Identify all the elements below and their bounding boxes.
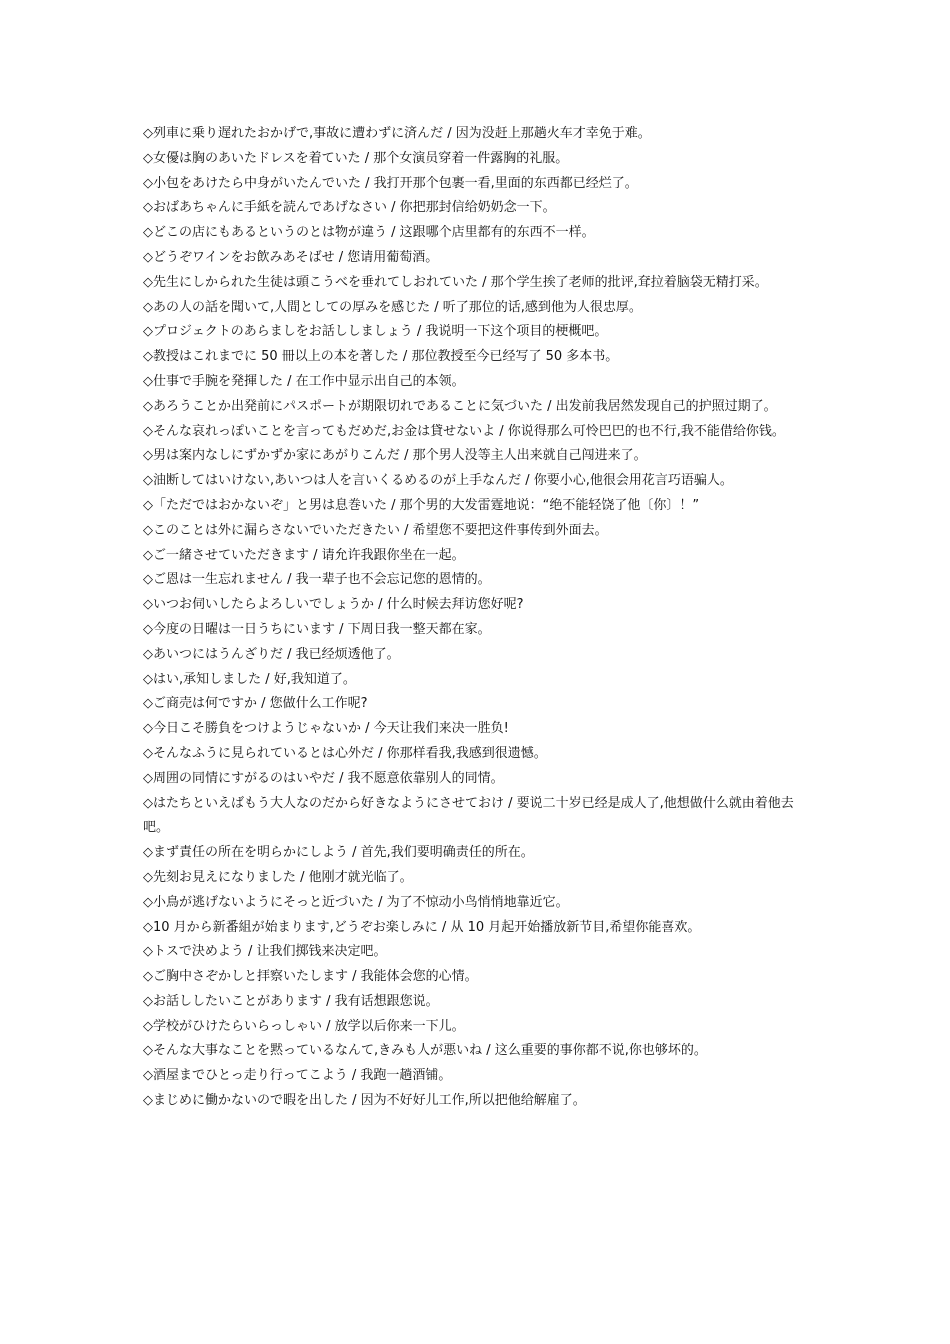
list-item: ◇お話ししたいことがあります / 我有话想跟您说。 [143,993,439,1009]
list-item: ◇学校がひけたらいらっしゃい / 放学以后你来一下儿。 [143,1018,465,1034]
list-item: ◇女優は胸のあいたドレスを着ていた / 那个女演员穿着一件露胸的礼服。 [143,150,569,166]
list-item: ◇はたちといえばもう大人なのだから好きなようにさせておけ / 要说二十岁已经是成人了,他想做什么就由着他去吧。 [143,795,794,836]
list-item: ◇トスで決めよう / 让我们掷钱来决定吧。 [143,944,387,960]
list-item: ◇そんな大事なことを黙っているなんて,きみも人が悪いね / 这么重要的事你都不说,你也够坏的。 [143,1043,707,1059]
list-item: ◇はい,承知しました / 好,我知道了。 [143,671,356,687]
list-item: ◇あろうことか出発前にパスポートが期限切れであることに気づいた / 出发前我居然发现自己的护照过期了。 [143,398,777,414]
list-item: ◇「ただではおかないぞ」と男は息巻いた / 那个男的大发雷霆地说：“绝不能轻饶了他〔你〕！” [143,497,700,513]
list-item: ◇そんなふうに見られているとは心外だ / 你那样看我,我感到很遗憾。 [143,745,547,761]
list-item: ◇先生にしかられた生徒は頭こうべを垂れてしおれていた / 那个学生挨了老师的批评,耷拉着脑袋无精打采。 [143,274,768,290]
list-item: ◇あの人の話を聞いて,人間としての厚みを感じた / 听了那位的话,感到他为人很忠厚。 [143,299,642,315]
list-item: ◇ご一緒させていただきます / 请允许我跟你坐在一起。 [143,547,465,563]
list-item: ◇今日こそ勝負をつけようじゃないか / 今天让我们来决一胜负! [143,721,509,737]
list-item: ◇小鳥が逃げないようにそっと近づいた / 为了不惊动小鸟悄悄地靠近它。 [143,894,569,910]
list-item: ◇先刻お見えになりました / 他刚才就光临了。 [143,869,413,885]
list-item: ◇周囲の同情にすがるのはいやだ / 我不愿意依靠别人的同情。 [143,770,504,786]
list-item: ◇男は案内なしにずかずか家にあがりこんだ / 那个男人没等主人出来就自己闯进来了。 [143,448,647,464]
list-item: ◇どこの店にもあるというのとは物が違う / 这跟哪个店里都有的东西不一样。 [143,225,595,241]
list-item: ◇そんな哀れっぽいことを言ってもだめだ,お金は貸せないよ / 你说得那么可怜巴巴的也不行,我不能借给你钱。 [143,423,785,439]
list-item: ◇このことは外に漏らさないでいただきたい / 希望您不要把这件事传到外面去。 [143,522,608,538]
list-item: ◇10 月から新番組が始まります,どうぞお楽しみに / 从 10 月起开始播放新节目,希望你能喜欢。 [143,919,701,935]
list-item: ◇まず責任の所在を明らかにしよう / 首先,我们要明确责任的所在。 [143,845,534,861]
list-item: ◇いつお伺いしたらよろしいでしょうか / 什么时候去拜访您好呢? [143,597,524,613]
list-item: ◇おばあちゃんに手紙を読んであげなさい / 你把那封信给奶奶念一下。 [143,200,556,216]
list-item: ◇小包をあけたら中身がいたんでいた / 我打开那个包裹一看,里面的东西都已经烂了。 [143,175,638,191]
list-item: ◇列車に乗り遅れたおかげで,事故に遭わずに済んだ / 因为没赶上那趟火车才幸免于难。 [143,126,651,141]
list-item: ◇教授はこれまでに 50 冊以上の本を著した / 那位教授至今已经写了 50 多本书。 [143,349,619,365]
list-item: ◇まじめに働かないので暇を出した / 因为不好好儿工作,所以把他给解雇了。 [143,1093,586,1109]
list-item: ◇ご胸中さぞかしと拝察いたします / 我能体会您的心情。 [143,969,478,985]
list-item: ◇今度の日曜は一日うちにいます / 下周日我一整天都在家。 [143,621,491,637]
list-item: ◇あいつにはうんざりだ / 我已经烦透他了。 [143,646,400,662]
list-item: ◇プロジェクトのあらましをお話ししましょう / 我说明一下这个项目的梗概吧。 [143,324,608,340]
list-item: ◇仕事で手腕を発揮した / 在工作中显示出自己的本领。 [143,373,465,389]
phrase-list [143,122,811,1114]
list-item: ◇ご商売は何ですか / 您做什么工作呢? [143,696,368,712]
list-item: ◇ご恩は一生忘れません / 我一辈子也不会忘记您的恩情的。 [143,572,491,588]
list-item: ◇油断してはいけない,あいつは人を言いくるめるのが上手なんだ / 你要小心,他很会用花言巧语骗人。 [143,473,733,489]
list-item: ◇どうぞワインをお飲みあそばせ / 您请用葡萄酒。 [143,249,439,265]
list-item: ◇酒屋までひとっ走り行ってこよう / 我跑一趟酒铺。 [143,1068,452,1084]
